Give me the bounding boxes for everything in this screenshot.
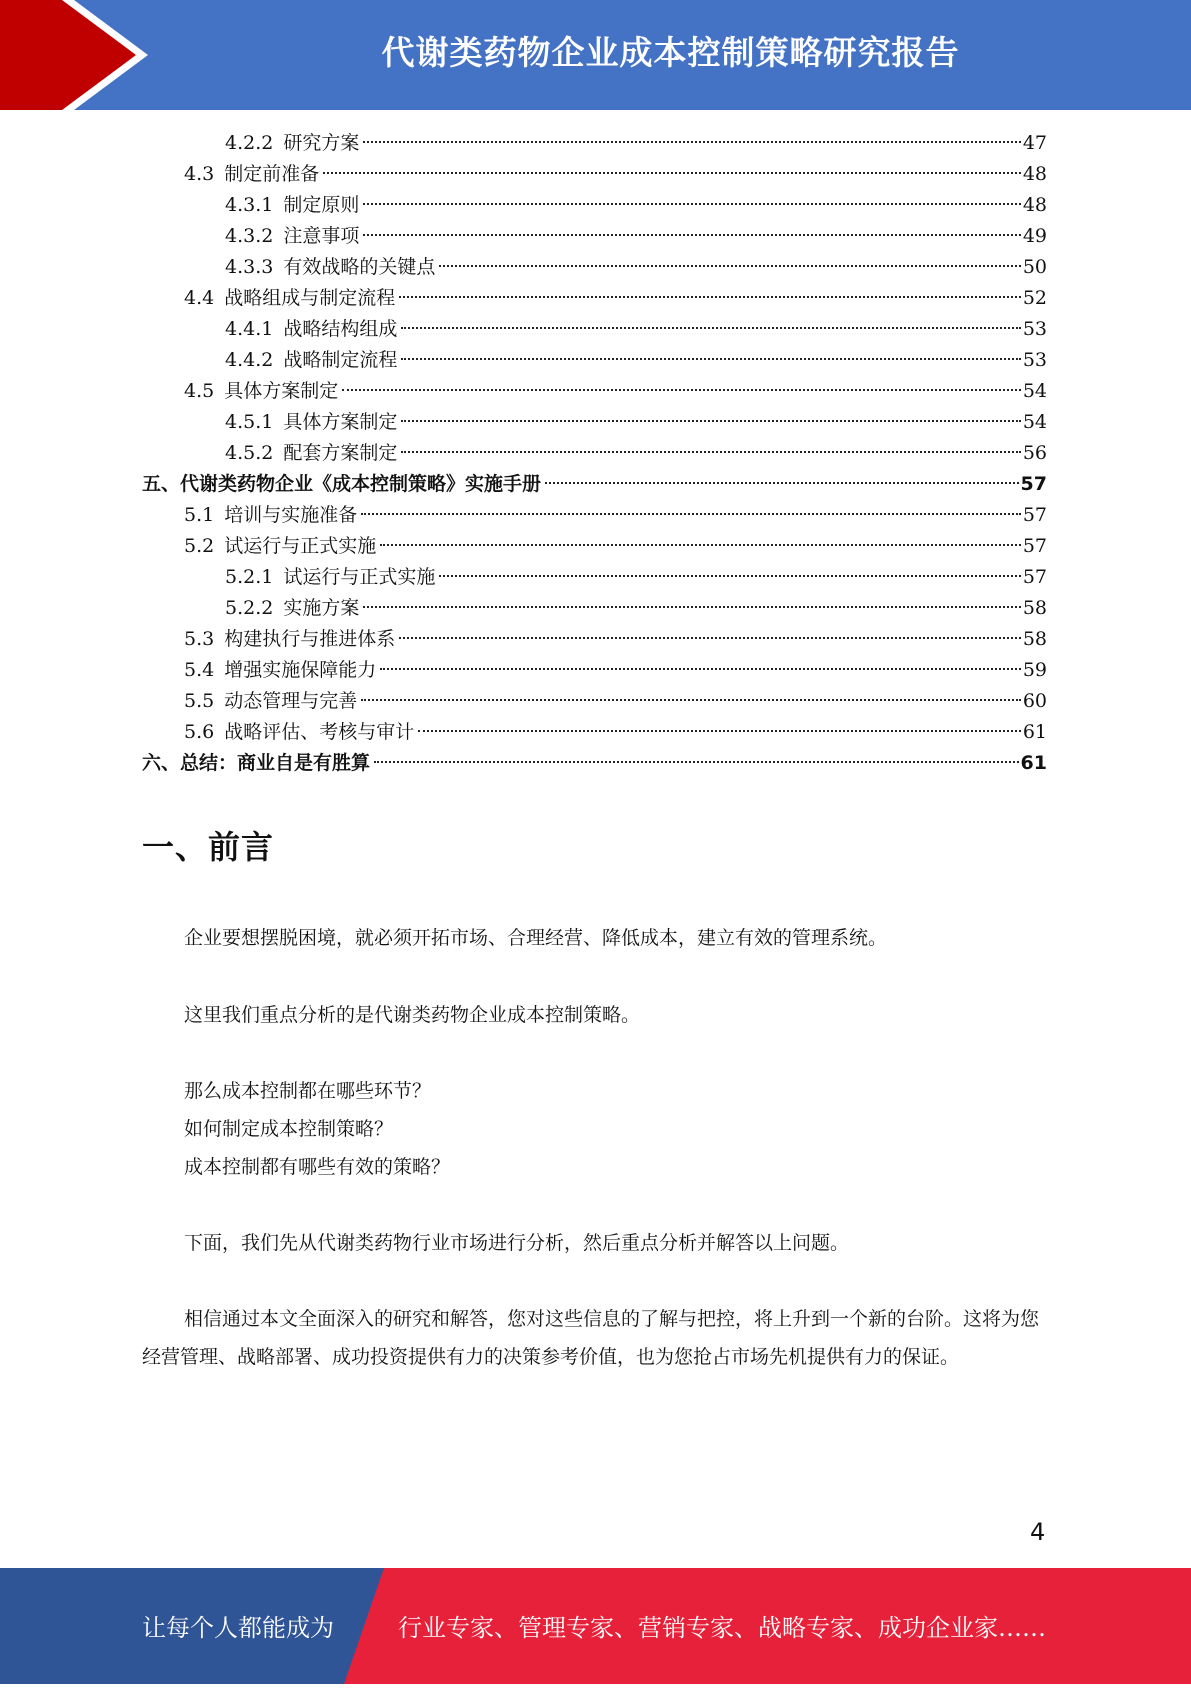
toc-title: 试运行与正式实施 (283, 566, 436, 588)
dot-leader (439, 265, 1020, 267)
paragraph: 企业要想摆脱困境，就必须开拓市场、合理经营、降低成本，建立有效的管理系统。 (184, 927, 888, 949)
toc-title: 构建执行与推进体系 (224, 628, 396, 650)
toc-entry[interactable] (225, 221, 1047, 252)
toc-number: 5.2 (184, 535, 215, 557)
toc-number: 4.5.2 (225, 442, 274, 464)
toc-page: 47 (1022, 132, 1047, 154)
toc-number: 5.6 (184, 721, 215, 743)
chevron-arrow-icon (0, 0, 160, 110)
dot-leader (363, 234, 1020, 236)
toc-entry[interactable] (184, 376, 1047, 407)
toc-page: 53 (1022, 318, 1047, 340)
toc-title: 制定原则 (283, 194, 360, 216)
toc-title: 有效战略的关键点 (283, 256, 436, 278)
paragraph: 那么成本控制都在哪些环节？ (184, 1080, 432, 1102)
dot-leader (418, 730, 1021, 732)
toc-title: 培训与实施准备 (224, 504, 358, 526)
toc-title: 制定前准备 (224, 163, 320, 185)
toc-page: 54 (1022, 380, 1047, 402)
dot-leader (363, 203, 1020, 205)
toc-entry[interactable] (225, 345, 1047, 376)
toc-number: 4.4.2 (225, 349, 274, 371)
toc-title: 试运行与正式实施 (224, 535, 377, 557)
toc-title: 配套方案制定 (283, 442, 398, 464)
toc-number: 4.3 (184, 163, 215, 185)
toc-page: 57 (1022, 566, 1047, 588)
toc-page: 54 (1022, 411, 1047, 433)
toc-number: 4.4 (184, 287, 215, 309)
toc-number: 5.1 (184, 504, 215, 526)
toc-number: 5.2.1 (225, 566, 274, 588)
dot-leader (363, 141, 1020, 143)
toc-page: 59 (1022, 659, 1047, 681)
dot-leader (363, 606, 1020, 608)
paragraph: 如何制定成本控制策略？ (184, 1118, 394, 1140)
toc-entry[interactable] (184, 655, 1047, 686)
toc-title: 代谢类药物企业《成本控制策略》实施手册 (180, 473, 542, 495)
toc-page: 53 (1022, 349, 1047, 371)
toc-entry[interactable] (225, 562, 1047, 593)
toc-title: 研究方案 (283, 132, 360, 154)
dot-leader (401, 451, 1020, 453)
dot-leader (545, 482, 1019, 484)
toc-number: 4.3.2 (225, 225, 274, 247)
toc-number: 5.5 (184, 690, 215, 712)
toc-entry[interactable] (184, 717, 1047, 748)
toc-title: 总结：商业自是有胜算 (180, 752, 371, 774)
toc-entry[interactable] (225, 314, 1047, 345)
toc-page: 57 (1020, 473, 1047, 495)
paragraph: 这里我们重点分析的是代谢类药物企业成本控制策略。 (184, 1004, 641, 1026)
footer-slogan-right: 行业专家、管理专家、营销专家、战略专家、成功企业家…… (398, 1614, 1046, 1642)
toc-title: 注意事项 (283, 225, 360, 247)
dot-leader (374, 761, 1019, 763)
dot-leader (380, 668, 1021, 670)
toc-title: 动态管理与完善 (224, 690, 358, 712)
toc-entry[interactable] (184, 624, 1047, 655)
toc-page: 52 (1022, 287, 1047, 309)
toc-entry[interactable] (184, 686, 1047, 717)
toc-title: 战略结构组成 (283, 318, 398, 340)
toc-entry[interactable] (225, 438, 1047, 469)
page-header (0, 0, 1191, 110)
toc-page: 57 (1022, 535, 1047, 557)
toc-title: 增强实施保障能力 (224, 659, 377, 681)
dot-leader (401, 420, 1020, 422)
toc-number: 4.2.2 (225, 132, 274, 154)
paragraph: 相信通过本文全面深入的研究和解答，您对这些信息的了解与把控，将上升到一个新的台阶。这将为您经营管理、战略部署、成功投资提供有力的决策参考价值，也为您抢占市场先机提供有力的保证。 (142, 1308, 1040, 1368)
toc-page: 61 (1020, 752, 1047, 774)
toc-number: 5.2.2 (225, 597, 274, 619)
toc-entry[interactable] (184, 159, 1047, 190)
toc-number: 5.4 (184, 659, 215, 681)
page-footer (0, 1568, 1191, 1684)
toc-entry[interactable] (225, 407, 1047, 438)
dot-leader (323, 172, 1021, 174)
toc-page: 57 (1022, 504, 1047, 526)
toc-number: 5.3 (184, 628, 215, 650)
toc-entry[interactable] (225, 252, 1047, 283)
dot-leader (399, 637, 1021, 639)
report-title: 代谢类药物企业成本控制策略研究报告 (381, 33, 960, 72)
toc-page: 49 (1022, 225, 1047, 247)
toc-number: 4.3.1 (225, 194, 274, 216)
toc-entry[interactable] (225, 128, 1047, 159)
toc-number: 4.5 (184, 380, 215, 402)
dot-leader (361, 699, 1021, 701)
toc-entry[interactable] (184, 500, 1047, 531)
toc-entry[interactable] (184, 283, 1047, 314)
toc-page: 50 (1022, 256, 1047, 278)
dot-leader (342, 389, 1021, 391)
dot-leader (380, 544, 1021, 546)
paragraph: 下面，我们先从代谢类药物行业市场进行分析，然后重点分析并解答以上问题。 (184, 1232, 850, 1254)
toc-page: 61 (1022, 721, 1047, 743)
toc-page: 48 (1022, 163, 1047, 185)
toc-entry[interactable] (225, 593, 1047, 624)
dot-leader (399, 296, 1021, 298)
paragraph: 成本控制都有哪些有效的策略？ (184, 1156, 451, 1178)
toc-entry[interactable] (225, 190, 1047, 221)
toc-page: 48 (1022, 194, 1047, 216)
toc-title: 具体方案制定 (283, 411, 398, 433)
toc-page: 56 (1022, 442, 1047, 464)
toc-page: 58 (1022, 597, 1047, 619)
footer-slogan-left: 让每个人都能成为 (142, 1614, 334, 1642)
toc-title: 战略组成与制定流程 (224, 287, 396, 309)
toc-title: 具体方案制定 (224, 380, 339, 402)
toc-page: 60 (1022, 690, 1047, 712)
section-heading: 一、前言 (142, 828, 275, 866)
toc-page: 58 (1022, 628, 1047, 650)
toc-title: 实施方案 (283, 597, 360, 619)
toc-entry[interactable] (184, 531, 1047, 562)
toc-title: 战略评估、考核与审计 (224, 721, 415, 743)
toc-title: 战略制定流程 (283, 349, 398, 371)
dot-leader (401, 358, 1020, 360)
toc-entry[interactable] (142, 469, 1047, 500)
toc-number: 4.3.3 (225, 256, 274, 278)
toc-entry[interactable] (142, 748, 1047, 779)
toc-number: 4.4.1 (225, 318, 274, 340)
toc-number: 4.5.1 (225, 411, 274, 433)
toc-number: 六、 (142, 752, 181, 774)
dot-leader (439, 575, 1020, 577)
toc-number: 五、 (142, 473, 181, 495)
dot-leader (401, 327, 1020, 329)
dot-leader (361, 513, 1021, 515)
page-number: 4 (1030, 1518, 1046, 1546)
